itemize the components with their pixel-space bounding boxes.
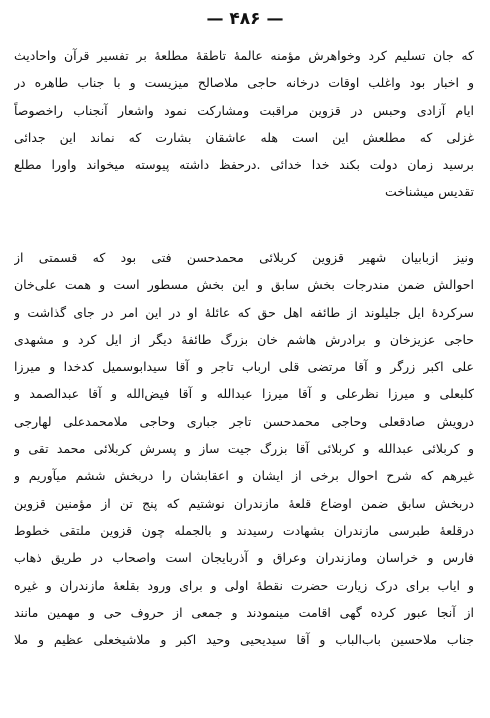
text-line: غزلی که مطلعش این است هله عاشقان بشارت که نماند این جدائی bbox=[14, 129, 474, 145]
text-line: دربخش سابق ضمن اوضاع قلعهٔ مازندران نوشتیم که پنج تن از مؤمنین قزوین bbox=[14, 495, 474, 511]
text-line: درویش صادقعلی وحاجی محمدحسن تاجر جباری وحاجی ملامحمدعلی لهارجی bbox=[14, 413, 474, 429]
text-line: که جان تسلیم کرد وخواهرش مؤمنه عالمهٔ تاطقهٔ مطلعهٔ بر تفسیر قرآن واحادیث bbox=[14, 48, 474, 63]
text-line: و کربلائی عبدالله و کربلائی آقا بزرگ جیت ساز و پسرش کربلائی محمد تقی و bbox=[14, 441, 474, 457]
text-line: علی اکبر زرگر و آقا مرتضی قلی ارباب تاجر و آقا سیدابوسمیل کدخدا و میرزا bbox=[14, 359, 474, 375]
text-line: و اخبار بود واغلب اوقات درخانه حاجی ملاصالح میزیست و با جناب طاهره در bbox=[14, 75, 474, 91]
text-line: ایام آزادی وحبس در قزوین مراقبت ومشارکت نمود واشعار آنجناب راخصوصاً bbox=[14, 102, 474, 118]
text-line: جناب ملاحسین باب‌الباب و آقا سیدیحیی وحید اکبر و ملاشیخعلی عظیم و ملا bbox=[14, 632, 474, 648]
text-line: فارس و خراسان ومازندران وعراق و آذربایجان است واصحاب در طریق ذهاب bbox=[14, 550, 474, 566]
text-line: و ایاب برای درک زیارت حضرت نقطهٔ اولی و برای ورود بقلعهٔ مازندران و غیره bbox=[14, 577, 474, 593]
text-line: غیرهم که شرح احوال برخی از ایشان و اعقابشان را دربخش ششم میآوریم و bbox=[14, 468, 474, 484]
text-line: کلبعلی و میرزا نظرعلی و آقا میرزا عبدالله و آقا فیض‌الله و آقا عبدالصمد و bbox=[14, 386, 474, 402]
text-line: سرکردهٔ ایل جلیلوند از طائفه اهل حق که عائلهٔ او در این امر در جای گذاشت و bbox=[14, 304, 474, 320]
text-line: احوالش ضمن مندرجات بخش سابق و این بخش مسطور است و همت علی‌خان bbox=[14, 277, 474, 293]
paragraph-1 bbox=[14, 42, 474, 206]
text-line: حاجی عزیزخان و برادرش هاشم خان بزرگ طائفهٔ دیگر از ایل کرد و مشهدی bbox=[14, 331, 474, 347]
text-line: درقلعهٔ طبرسی مازندران بشهادت رسیدند و بالجمله چون قزوین ملتقی خطوط bbox=[14, 522, 474, 538]
text-line: برسید زمان دولت بکند خدا خدائی .درحفظ داشته پیوسته میخواند واورا مطلع bbox=[14, 157, 474, 173]
paragraph-2 bbox=[14, 244, 474, 653]
page-number: — ۴۸۶ — bbox=[206, 9, 284, 29]
text-line: ونیز ازبابیان شهیر قزوین کربلائی محمدحسن فتی بود که قسمتی از bbox=[14, 250, 474, 265]
text-line: از آنجا عبور کرده گهی اقامت مینمودند و جمعی از حروف حی و مهمین مانند bbox=[14, 604, 474, 620]
text-line: تقدیس میشناخت bbox=[385, 184, 474, 200]
